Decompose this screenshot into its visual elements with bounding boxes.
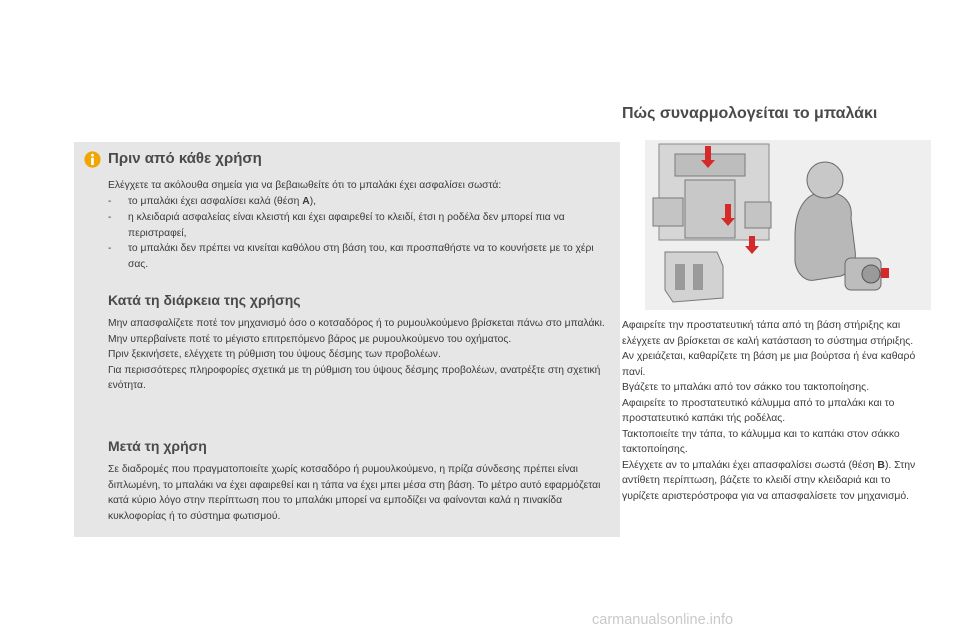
towbar-illustration bbox=[645, 140, 931, 310]
before-use-intro: Ελέγχετε τα ακόλουθα σημεία για να βεβαιωθείτε ότι το μπαλάκι έχει ασφαλίσει σωστά: bbox=[108, 180, 502, 191]
info-icon bbox=[84, 151, 101, 168]
assembly-heading: Πώς συναρμολογείται το μπαλάκι bbox=[622, 105, 878, 122]
position-b-label: B bbox=[877, 459, 885, 471]
after-use-heading: Μετά τη χρήση bbox=[108, 438, 207, 454]
during-use-heading: Κατά τη διάρκεια της χρήσης bbox=[108, 292, 301, 308]
usage-panel bbox=[74, 142, 620, 537]
towbar-drawing bbox=[645, 140, 931, 310]
after-use-text: Σε διαδρομές που πραγματοποιείτε χωρίς κοτσαδόρο ή ρυμουλκούμενο, η πρίζα σύνδεσης πρέπει είναι διπλωμένη, το μπαλάκι να έχει αφαιρεθεί και η τάπα να έχει μπει μέσα στη βάση. Το μέτρο αυτό εφαρμόζεται κατά κύριο λόγο στην περίπτωση που το μπαλάκι μπορεί να εμποδίζει να φαίνονται καλά η πινακίδα κυκλοφορίας ή το σύστημα φωτισμού. bbox=[108, 464, 601, 522]
assembly-instructions: Αφαιρείτε την προστατευτική τάπα από τη βάση στήριξης και ελέγχετε αν βρίσκεται σε καλή κατάσταση το σύστημα στήριξης. Αν χρειάζεται, καθαρίζετε τη βάση με μια βούρτσα ή ένα καθαρό πανί. Βγάζετε το μπαλάκι από τον σάκκο του τακτοποίησης. Αφαιρείτε το προστατευτικό κάλυμμα από το μπαλάκι και το προστατευτικό καπάκι τής ροδέλας. Τακτοποιείτε την τάπα, το κάλυμμα και το καπάκι στον σάκκο τακτοποίησης. Ελέγχετε αν το μπαλάκι έχει απασφαλίσει σωστά (θέση B). Στην αντίθετη περίπτωση, βάζετε το κλειδί στην κλειδαριά και το γυρίζετε αριστερόστροφα για να απασφαλίσετε τον μηχανισμό. bbox=[622, 320, 916, 503]
during-use-text: Μην απασφαλίζετε ποτέ τον μηχανισμό όσο ο κοτσαδόρος ή το ρυμουλκούμενο βρίσκεται πάνω στο μπαλάκι. Μην υπερβαίνετε ποτέ το μέγιστο επιτρεπόμενο βάρος με ρυμουλκούμενο του οχήματος. Πριν ξεκινήσετε, ελέγχετε τη ρύθμιση του ύψους δέσμης των προβολέων. Για περισσότερες πληροφορίες σχετικά με τη ρύθμιση του ύψους δέσμης προβολέων, ανατρέξτε στη σχετική ενότητα. bbox=[108, 318, 605, 392]
list-item: - το μπαλάκι δεν πρέπει να κινείται καθόλου στη βάση του, και προσπαθήστε να το κουνήσετε με το χέρι σας. bbox=[108, 243, 594, 270]
watermark: carmanualsonline.info bbox=[592, 612, 734, 628]
list-item: - η κλειδαριά ασφαλείας είναι κλειστή και έχει αφαιρεθεί το κλειδί, έτσι η ροδέλα δεν μπορεί πια να περιστραφεί, bbox=[108, 212, 565, 239]
before-use-heading: Πριν από κάθε χρήση bbox=[108, 150, 262, 167]
list-item: - το μπαλάκι έχει ασφαλίσει καλά (θέση A), bbox=[108, 196, 317, 207]
